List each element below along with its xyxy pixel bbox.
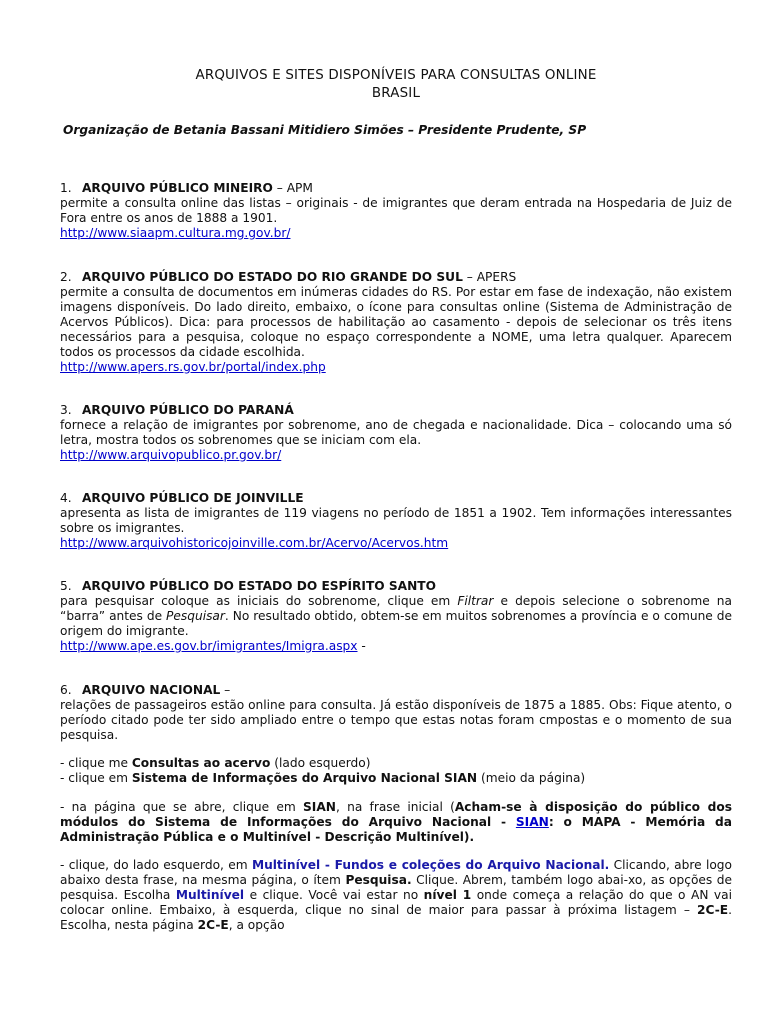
section-link[interactable]: http://www.arquivopublico.pr.gov.br/: [60, 448, 282, 462]
section-heading: 4. ARQUIVO PÚBLICO DE JOINVILLE: [60, 491, 304, 505]
section-name: ARQUIVO PÚBLICO DO ESTADO DO ESPÍRITO SANTO: [82, 579, 436, 593]
section-name: ARQUIVO PÚBLICO DO PARANÁ: [82, 403, 294, 417]
section-heading: 1. ARQUIVO PÚBLICO MINEIRO – APM: [60, 181, 313, 195]
section-espirito-santo: 5. ARQUIVO PÚBLICO DO ESTADO DO ESPÍRITO SANTO para pesquisar coloque as iniciais do sobrenome, clique em Filtrar e depois selecione o sobrenome na “barra” antes de Pesquisar. No resultado obtido, obtem-se em muitos sobrenomes a província e o comune de origem do imigrante. http://www.ape.es.gov.br/imigrantes/Imigra.aspx -: [60, 579, 732, 653]
section-link[interactable]: http://www.siaapm.cultura.mg.gov.br/: [60, 226, 291, 240]
section-name: ARQUIVO NACIONAL: [82, 683, 221, 697]
sian-link[interactable]: SIAN: [515, 815, 549, 829]
section-heading: 6. ARQUIVO NACIONAL –: [60, 683, 231, 697]
section-link[interactable]: http://www.apers.rs.gov.br/portal/index.php: [60, 360, 326, 374]
section-body: para pesquisar coloque as iniciais do sobrenome, clique em Filtrar e depois selecione o sobrenome na “barra” antes de Pesquisar. No resultado obtido, obtem-se em muitos sobrenomes a província e o comune de origem do imigrante.: [60, 594, 732, 638]
section-heading: 3. ARQUIVO PÚBLICO DO PARANÁ: [60, 403, 294, 417]
section-name: ARQUIVO PÚBLICO DO ESTADO DO RIO GRANDE DO SUL: [82, 270, 463, 284]
section-apm: [60, 181, 732, 241]
section-body: apresenta as lista de imigrantes de 119 viagens no período de 1851 a 1902. Tem informações interessantes sobre os imigrantes.: [60, 506, 732, 535]
document-title-line2: BRASIL: [371, 86, 421, 101]
step-consultas: - clique me Consultas ao acervo (lado esquerdo): [60, 756, 371, 770]
section-heading: 2. ARQUIVO PÚBLICO DO ESTADO DO RIO GRANDE DO SUL – APERS: [60, 270, 517, 284]
section-body: relações de passageiros estão online para consulta. Já estão disponíveis de 1875 a 1885. Obs: Fique atento, o período citado pode ter sido ampliado entre o tempo que estas notas foram cmpostas e o momento de sua pesquisa.: [60, 698, 732, 742]
section-parana: [60, 403, 732, 463]
section-link[interactable]: http://www.ape.es.gov.br/imigrantes/Imigra.aspx: [60, 639, 358, 653]
section-name: ARQUIVO PÚBLICO DE JOINVILLE: [82, 491, 304, 505]
section-link[interactable]: http://www.arquivohistoricojoinville.com.br/Acervo/Acervos.htm: [60, 536, 449, 550]
step-sistema-sian: - clique em Sistema de Informações do Arquivo Nacional SIAN (meio da página): [60, 771, 586, 785]
section-body: permite a consulta online das listas – originais - de imigrantes que deram entrada na Hospedaria de Juiz de Fora entre os anos de 1888 a 1901.: [60, 196, 732, 225]
section-arquivo-nacional: [60, 683, 732, 743]
section-joinville: [60, 491, 732, 551]
document-title-line1: ARQUIVOS E SITES DISPONÍVEIS PARA CONSULTAS ONLINE: [195, 68, 597, 83]
step-multinivel: - clique, do lado esquerdo, em Multinível - Fundos e coleções do Arquivo Nacional. Clicando, abre logo abaixo desta frase, na mesma página, o ítem Pesquisa. Clique. Abrem, também logo abai-xo, as opções de pesquisa. Escolha Multinível e clique. Você vai estar no nível 1 onde começa a relação do que o AN vai colocar online. Embaixo, à esquerda, clique no sinal de maior para passar à próxima listagem – 2C-E. Escolha, nesta página 2C-E, a opção: [60, 858, 732, 932]
document-subtitle: Organização de Betania Bassani Mitidiero Simões – Presidente Prudente, SP: [63, 123, 587, 137]
section-body: fornece a relação de imigrantes por sobrenome, ano de chegada e nacionalidade. Dica – colocando uma só letra, mostra todos os sobrenomes que se iniciam com ela.: [60, 418, 732, 447]
section-name: ARQUIVO PÚBLICO MINEIRO: [82, 181, 273, 195]
section-body: permite a consulta de documentos em inúmeras cidades do RS. Por estar em fase de indexação, não existem imagens disponíveis. Do lado direito, embaixo, o ícone para consultas online (Sistema de Administração de Acervos Públicos). Dica: para processos de habilitação ao casamento - depois de selecionar os três itens necessários para a pesquisa, coloque no espaço correspondente a NOME, uma letra qualquer. Aparecem todos os processos da cidade escolhida.: [60, 285, 732, 359]
step-sian: - na página que se abre, clique em SIAN, na frase inicial (Acham-se à disposição do público dos módulos do Sistema de Informações do Arquivo Nacional - SIAN: o MAPA - Memória da Administração Pública e o Multinível - Descrição Multinível).: [60, 800, 733, 844]
section-heading: 5. ARQUIVO PÚBLICO DO ESTADO DO ESPÍRITO SANTO: [60, 579, 436, 593]
section-apers: [60, 270, 732, 375]
